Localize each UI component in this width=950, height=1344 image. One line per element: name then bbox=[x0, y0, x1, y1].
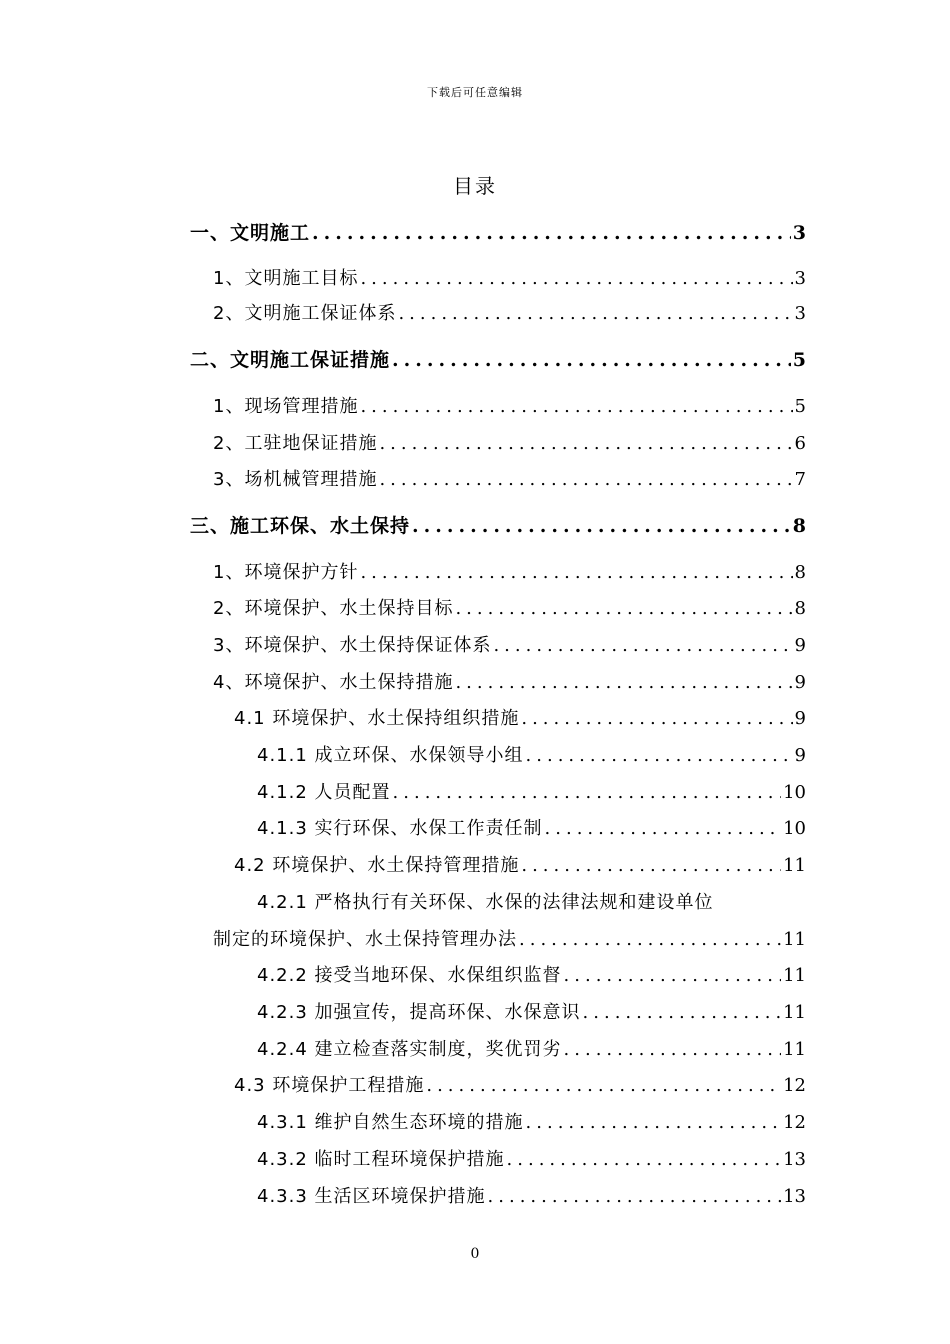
toc-entry-page: 6 bbox=[794, 433, 806, 454]
toc-entry-label: 4.2 环境保护、水土保持管理措施 bbox=[234, 855, 520, 876]
toc-entry[interactable] bbox=[213, 264, 806, 290]
toc-leader-dots bbox=[424, 1075, 781, 1096]
toc-leader-dots bbox=[390, 349, 791, 371]
toc-entry-page: 10 bbox=[783, 782, 806, 803]
toc-leader-dots bbox=[453, 598, 792, 619]
toc-leader-dots bbox=[519, 855, 781, 876]
toc-entry-label: 1、现场管理措施 bbox=[213, 396, 359, 417]
toc-entry-page: 11 bbox=[783, 855, 806, 876]
toc-entry[interactable] bbox=[234, 1071, 806, 1097]
toc-entry-label: 三、施工环保、水土保持 bbox=[190, 515, 411, 537]
toc-entry[interactable] bbox=[257, 1035, 806, 1061]
toc-leader-dots bbox=[491, 635, 792, 656]
toc-entry[interactable] bbox=[213, 631, 806, 657]
toc-entry-label: 4.3.3 生活区环境保护措施 bbox=[257, 1186, 486, 1207]
toc-leader-dots bbox=[310, 222, 791, 244]
toc-leader-dots bbox=[410, 515, 791, 537]
toc-entry[interactable] bbox=[257, 778, 806, 804]
toc-leader-dots bbox=[524, 1112, 782, 1133]
toc-entry-label: 4.3 环境保护工程措施 bbox=[234, 1075, 425, 1096]
toc-entry-label: 4.2.2 接受当地环保、水保组织监督 bbox=[257, 965, 562, 986]
toc-entry[interactable] bbox=[257, 1145, 806, 1171]
toc-entry-page: 3 bbox=[794, 268, 806, 289]
toc-entry-label: 二、文明施工保证措施 bbox=[190, 349, 391, 371]
toc-entry-label: 4.3.1 维护自然生态环境的措施 bbox=[257, 1112, 524, 1133]
toc-leader-dots bbox=[377, 433, 792, 454]
toc-entry[interactable] bbox=[190, 511, 806, 538]
toc-entry-page: 9 bbox=[794, 635, 806, 656]
toc-entry[interactable] bbox=[213, 429, 806, 455]
toc-entry-page: 3 bbox=[794, 303, 806, 324]
toc-entry[interactable] bbox=[213, 925, 806, 951]
toc-entry-label: 1、环境保护方针 bbox=[213, 562, 359, 583]
toc-entry[interactable] bbox=[213, 465, 806, 491]
toc-entry-label: 制定的环境保护、水土保持管理办法 bbox=[213, 929, 517, 950]
toc-leader-dots bbox=[505, 1149, 782, 1170]
toc-entry-page: 11 bbox=[783, 965, 806, 986]
toc-entry-label: 4.1 环境保护、水土保持组织措施 bbox=[234, 708, 520, 729]
toc-entry-label-line1[interactable]: 4.2.1 严格执行有关环保、水保的法律法规和建设单位 bbox=[257, 892, 714, 913]
toc-entry-label: 4.3.2 临时工程环境保护措施 bbox=[257, 1149, 505, 1170]
toc-entry[interactable] bbox=[257, 814, 806, 840]
toc-entry[interactable] bbox=[190, 218, 806, 245]
toc-entry-page: 11 bbox=[783, 929, 806, 950]
toc-entry[interactable] bbox=[257, 998, 806, 1024]
toc-leader-dots bbox=[519, 708, 792, 729]
header-note: 下载后可任意编辑 bbox=[427, 86, 523, 99]
toc-entry-page: 11 bbox=[783, 1002, 806, 1023]
toc-leader-dots bbox=[517, 929, 781, 950]
toc-title: 目录 bbox=[453, 174, 497, 198]
toc-entry[interactable] bbox=[257, 741, 806, 767]
toc-entry[interactable] bbox=[190, 345, 806, 372]
toc-leader-dots bbox=[562, 1039, 782, 1060]
toc-entry[interactable] bbox=[213, 668, 806, 694]
toc-entry-label: 4.1.1 成立环保、水保领导小组 bbox=[257, 745, 524, 766]
toc-entry-page: 11 bbox=[783, 1039, 806, 1060]
toc-entry[interactable] bbox=[257, 1108, 806, 1134]
toc-entry[interactable] bbox=[234, 851, 806, 877]
toc-leader-dots bbox=[524, 745, 793, 766]
toc-entry-label: 4.1.3 实行环保、水保工作责任制 bbox=[257, 818, 543, 839]
toc-entry-page: 5 bbox=[792, 349, 806, 371]
toc-entry-page: 8 bbox=[794, 598, 806, 619]
toc-entry-label: 1、文明施工目标 bbox=[213, 268, 359, 289]
page-number: 0 bbox=[470, 1246, 480, 1262]
toc-entry-label: 2、文明施工保证体系 bbox=[213, 303, 397, 324]
toc-leader-dots bbox=[377, 469, 792, 490]
toc-leader-dots bbox=[391, 782, 782, 803]
toc-entry[interactable] bbox=[213, 558, 806, 584]
toc-entry-page: 9 bbox=[794, 708, 806, 729]
toc-leader-dots bbox=[543, 818, 782, 839]
toc-leader-dots bbox=[358, 562, 792, 583]
toc-entry[interactable] bbox=[213, 299, 806, 325]
toc-entry-label: 4.2.3 加强宣传，提高环保、水保意识 bbox=[257, 1002, 581, 1023]
toc-entry[interactable] bbox=[213, 594, 806, 620]
toc-entry-page: 8 bbox=[794, 562, 806, 583]
toc-leader-dots bbox=[396, 303, 792, 324]
toc-entry-page: 8 bbox=[792, 515, 806, 537]
toc-leader-dots bbox=[358, 396, 792, 417]
toc-entry-page: 5 bbox=[794, 396, 806, 417]
toc-entry-label: 一、文明施工 bbox=[190, 222, 311, 244]
toc-entry-page: 13 bbox=[783, 1149, 806, 1170]
toc-entry[interactable] bbox=[257, 961, 806, 987]
toc-entry-label: 3、环境保护、水土保持保证体系 bbox=[213, 635, 492, 656]
toc-entry-page: 12 bbox=[783, 1075, 806, 1096]
toc-entry[interactable] bbox=[213, 392, 806, 418]
toc-entry[interactable] bbox=[234, 704, 806, 730]
toc-entry-label: 2、环境保护、水土保持目标 bbox=[213, 598, 454, 619]
toc-leader-dots bbox=[453, 672, 792, 693]
toc-entry-page: 10 bbox=[783, 818, 806, 839]
toc-entry-page: 13 bbox=[783, 1186, 806, 1207]
toc-entry[interactable] bbox=[257, 1182, 806, 1208]
toc-entry-page: 12 bbox=[783, 1112, 806, 1133]
toc-entry-page: 3 bbox=[792, 222, 806, 244]
toc-entry-label: 4.1.2 人员配置 bbox=[257, 782, 391, 803]
toc-leader-dots bbox=[358, 268, 792, 289]
toc-entry-label: 3、场机械管理措施 bbox=[213, 469, 378, 490]
toc-entry-label: 4.2.4 建立检查落实制度，奖优罚劣 bbox=[257, 1039, 562, 1060]
toc-entry-page: 9 bbox=[794, 745, 806, 766]
toc-leader-dots bbox=[562, 965, 782, 986]
toc-entry-page: 7 bbox=[794, 469, 806, 490]
toc-leader-dots bbox=[486, 1186, 782, 1207]
toc-entry-label: 4、环境保护、水土保持措施 bbox=[213, 672, 454, 693]
toc-leader-dots bbox=[581, 1002, 782, 1023]
toc-entry-label: 2、工驻地保证措施 bbox=[213, 433, 378, 454]
toc-entry-page: 9 bbox=[794, 672, 806, 693]
